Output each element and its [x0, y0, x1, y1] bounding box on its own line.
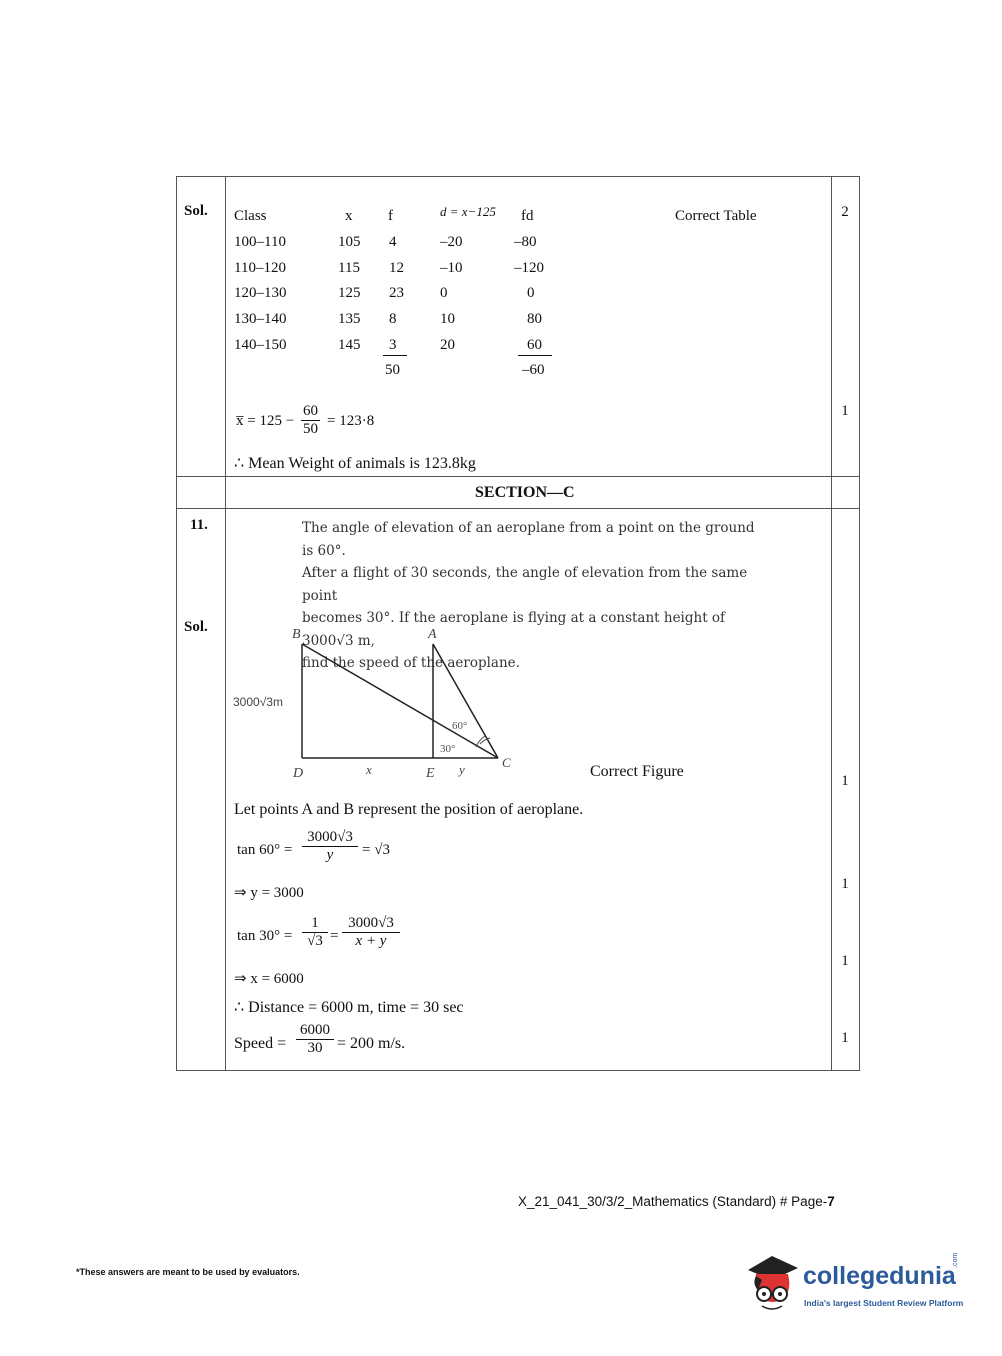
disclaimer: *These answers are meant to be used by evaluators.	[76, 1267, 300, 1277]
cell-d: 0	[440, 285, 448, 301]
label-x: x	[366, 762, 372, 777]
cell-d: 10	[440, 311, 455, 327]
line-BC	[302, 644, 498, 758]
speed-lhs: Speed =	[234, 1035, 287, 1052]
question-number: 11.	[190, 517, 208, 533]
tan30-fraction-2	[342, 915, 400, 950]
cell-f: 4	[389, 234, 397, 250]
cell-f: 3	[389, 337, 397, 353]
mark-figure: 1	[841, 773, 849, 789]
cell-class: 140–150	[234, 337, 287, 353]
header-fd: fd	[521, 208, 534, 224]
sum-line-f	[383, 355, 407, 356]
cell-x: 115	[338, 260, 360, 276]
cell-x: 145	[338, 337, 361, 353]
mean-denominator: 50	[303, 421, 318, 437]
cell-d: 20	[440, 337, 455, 353]
cell-f: 8	[389, 311, 397, 327]
label-y: y	[459, 762, 465, 777]
cell-d: –10	[440, 260, 463, 276]
sol-label-q11: Sol.	[184, 619, 208, 635]
question-line: After a flight of 30 seconds, the angle of elevation from the same point	[302, 565, 748, 604]
sum-line-fd	[518, 355, 552, 356]
cell-class: 100–110	[234, 234, 286, 250]
question-line: find the speed of the aeroplane.	[302, 655, 520, 671]
header-f: f	[388, 208, 393, 224]
question-line: The angle of elevation of an aeroplane from a point on the ground is 60°.	[302, 520, 755, 559]
brand-tagline: India's largest Student Review Platform	[804, 1298, 964, 1308]
section-title: SECTION—C	[475, 484, 575, 501]
cell-class: 120–130	[234, 285, 287, 301]
tan60-denominator: y	[326, 847, 334, 863]
speed-numerator: 6000	[296, 1022, 334, 1040]
tan30-numerator-1: 1	[302, 915, 328, 933]
label-D: D	[293, 766, 304, 781]
label-angle-30: 30°	[440, 743, 456, 755]
cell-x: 105	[338, 234, 361, 250]
figure-caption: Correct Figure	[590, 763, 684, 780]
x-result: ⇒ x = 6000	[234, 971, 304, 987]
tan60-numerator: 3000√3	[302, 829, 358, 847]
cell-fd: 60	[527, 337, 542, 353]
total-fd: –60	[522, 362, 545, 378]
column-divider-left	[225, 176, 226, 1071]
mascot-icon	[742, 1250, 804, 1320]
mark-x: 1	[841, 953, 849, 969]
cell-f: 12	[389, 260, 404, 276]
cell-class: 110–120	[234, 260, 286, 276]
speed-rhs: = 200 m/s.	[337, 1035, 406, 1052]
tan60-lhs: tan 60° =	[237, 842, 293, 858]
sol-label-q10: Sol.	[184, 203, 208, 219]
brand-suffix: .com	[952, 1252, 959, 1268]
cell-class: 130–140	[234, 311, 287, 327]
label-B: B	[292, 627, 301, 642]
speed-denominator: 30	[307, 1040, 323, 1056]
page-reference	[518, 1194, 835, 1209]
distance-line: ∴ Distance = 6000 m, time = 30 sec	[234, 999, 464, 1016]
mean-numerator: 60	[303, 403, 318, 419]
page-reference-text: X_21_041_30/3/2_Mathematics (Standard) # Page-	[518, 1194, 828, 1209]
tan60-rhs: = √3	[362, 842, 390, 858]
cell-x: 125	[338, 285, 361, 301]
label-E: E	[426, 766, 435, 781]
cell-fd: –80	[514, 234, 537, 250]
header-x: x	[345, 208, 353, 224]
mean-conclusion: ∴ Mean Weight of animals is 123.8kg	[234, 455, 476, 472]
question-line: becomes 30°. If the aeroplane is flying at a constant height of 3000√3 m,	[302, 610, 726, 649]
mark-table: 2	[841, 204, 849, 220]
cell-fd: –120	[514, 260, 544, 276]
tan30-equals: =	[330, 928, 339, 944]
tan60-fraction	[302, 829, 358, 864]
cell-x: 135	[338, 311, 361, 327]
tan30-numerator-2: 3000√3	[342, 915, 400, 933]
row-divider-top	[176, 476, 860, 477]
tan30-lhs: tan 30° =	[237, 928, 293, 944]
y-result: ⇒ y = 3000	[234, 885, 304, 901]
label-angle-60: 60°	[452, 720, 468, 732]
cell-f: 23	[389, 285, 404, 301]
label-height: 3000√3m	[233, 695, 283, 709]
mean-fraction	[301, 403, 320, 438]
mark-mean: 1	[841, 403, 849, 419]
cell-fd: 80	[527, 311, 542, 327]
solution-intro: Let points A and B represent the position of aeroplane.	[234, 801, 584, 818]
mean-rhs: = 123·8	[327, 413, 375, 429]
label-A: A	[428, 627, 437, 642]
triangle-figure	[228, 620, 558, 785]
line-AC	[433, 644, 498, 758]
cell-d: –20	[440, 234, 463, 250]
speed-fraction	[296, 1022, 334, 1057]
header-class: Class	[234, 208, 267, 224]
table-note: Correct Table	[675, 208, 757, 224]
page-number: 7	[827, 1194, 835, 1209]
row-divider-bottom	[176, 508, 860, 509]
mean-lhs: x̅ = 125 −	[236, 413, 295, 429]
label-C: C	[502, 755, 511, 770]
column-divider-right	[831, 176, 832, 1071]
mark-speed: 1	[841, 1030, 849, 1046]
tan30-fraction-1	[302, 915, 328, 950]
mark-y: 1	[841, 876, 849, 892]
total-f: 50	[385, 362, 400, 378]
tan30-denominator-1: √3	[307, 933, 323, 949]
brand-name: collegedunia	[803, 1262, 956, 1290]
header-d: d = x−125	[440, 204, 496, 219]
cell-fd: 0	[527, 285, 535, 301]
tan30-denominator-2: x + y	[355, 933, 387, 949]
